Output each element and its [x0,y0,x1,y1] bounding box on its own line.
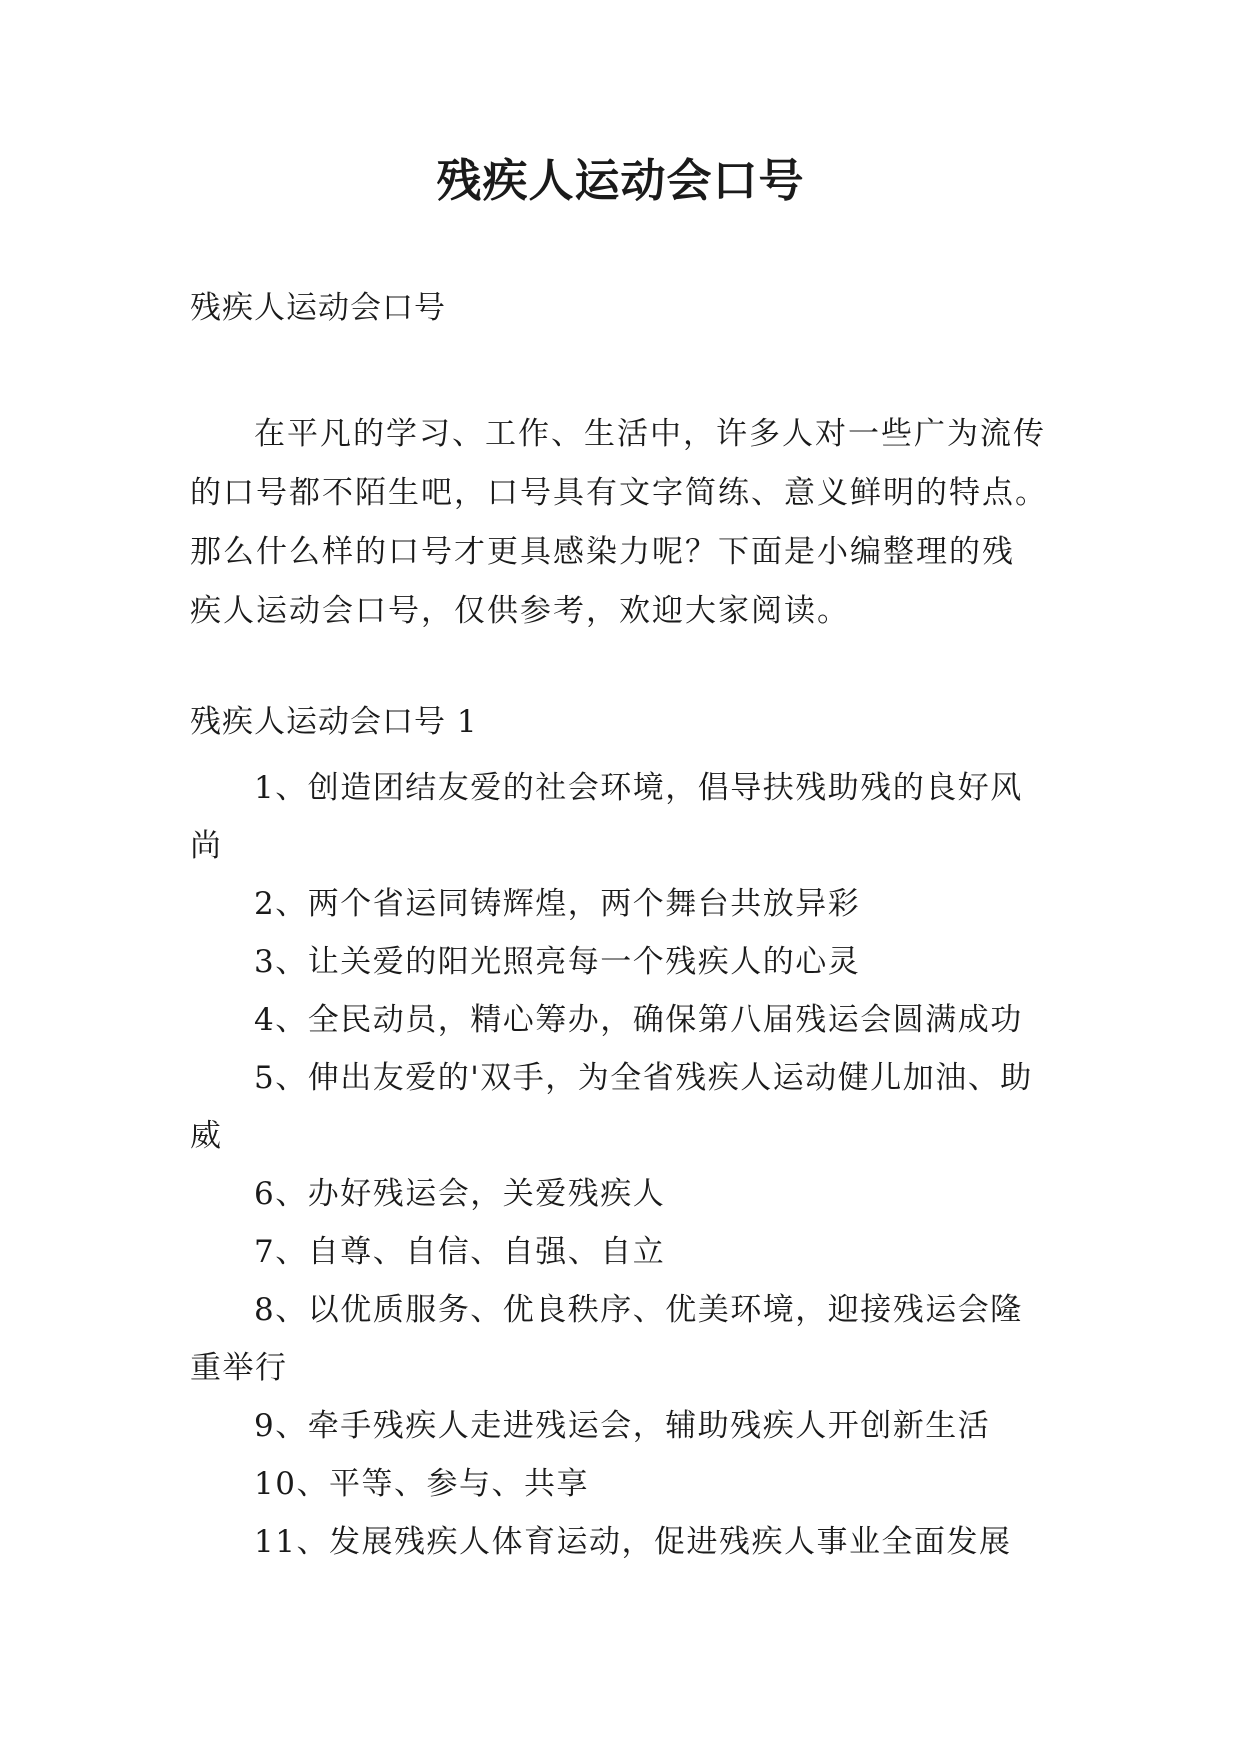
slogan-line: 4、全民动员，精心筹办，确保第八届残运会圆满成功 [254,1002,1023,1038]
slogan-item [190,1049,1070,1165]
slogan-line: 重举行 [190,1350,288,1386]
intro-paragraph [190,405,1070,641]
slogan-item [190,875,1070,933]
slogan-line: 2、两个省运同铸辉煌，两个舞台共放异彩 [254,886,861,922]
slogan-item [190,1223,1070,1281]
slogan-item [190,1397,1070,1455]
slogan-item [190,991,1070,1049]
slogan-item [190,1513,1070,1571]
slogan-line: 8、以优质服务、优良秩序、优美环境，迎接残运会隆 [254,1292,1023,1328]
intro-line: 的口号都不陌生吧，口号具有文字简练、意义鲜明的特点。 [190,475,1048,511]
document-subtitle: 残疾人运动会口号 [190,290,446,326]
page-title: 残疾人运动会口号 [436,154,805,207]
slogan-line: 6、办好残运会，关爱残疾人 [254,1176,666,1212]
slogan-item [190,759,1070,875]
slogan-line: 11、发展残疾人体育运动，促进残疾人事业全面发展 [254,1524,1012,1560]
slogan-line: 3、让关爱的阳光照亮每一个残疾人的心灵 [254,944,861,980]
slogan-line: 尚 [190,828,223,864]
slogan-item [190,1165,1070,1223]
slogan-item [190,1281,1070,1397]
slogan-line: 威 [190,1118,223,1154]
slogan-line: 5、伸出友爱的'双手，为全省残疾人运动健儿加油、助 [254,1060,1033,1096]
intro-line: 在平凡的学习、工作、生活中，许多人对一些广为流传 [254,416,1046,452]
slogan-item [190,933,1070,991]
slogan-line: 1、创造团结友爱的社会环境，倡导扶残助残的良好风 [254,770,1023,806]
slogan-line: 10、平等、参与、共享 [254,1466,589,1502]
slogan-line: 9、牵手残疾人走进残运会，辅助残疾人开创新生活 [254,1408,991,1444]
slogan-item [190,1455,1070,1513]
section-heading: 残疾人运动会口号 1 [190,704,478,740]
intro-line: 疾人运动会口号，仅供参考，欢迎大家阅读。 [190,593,850,629]
intro-line: 那么什么样的口号才更具感染力呢？下面是小编整理的残 [190,534,1015,570]
slogan-line: 7、自尊、自信、自强、自立 [254,1234,666,1270]
slogan-list [190,759,1070,1571]
